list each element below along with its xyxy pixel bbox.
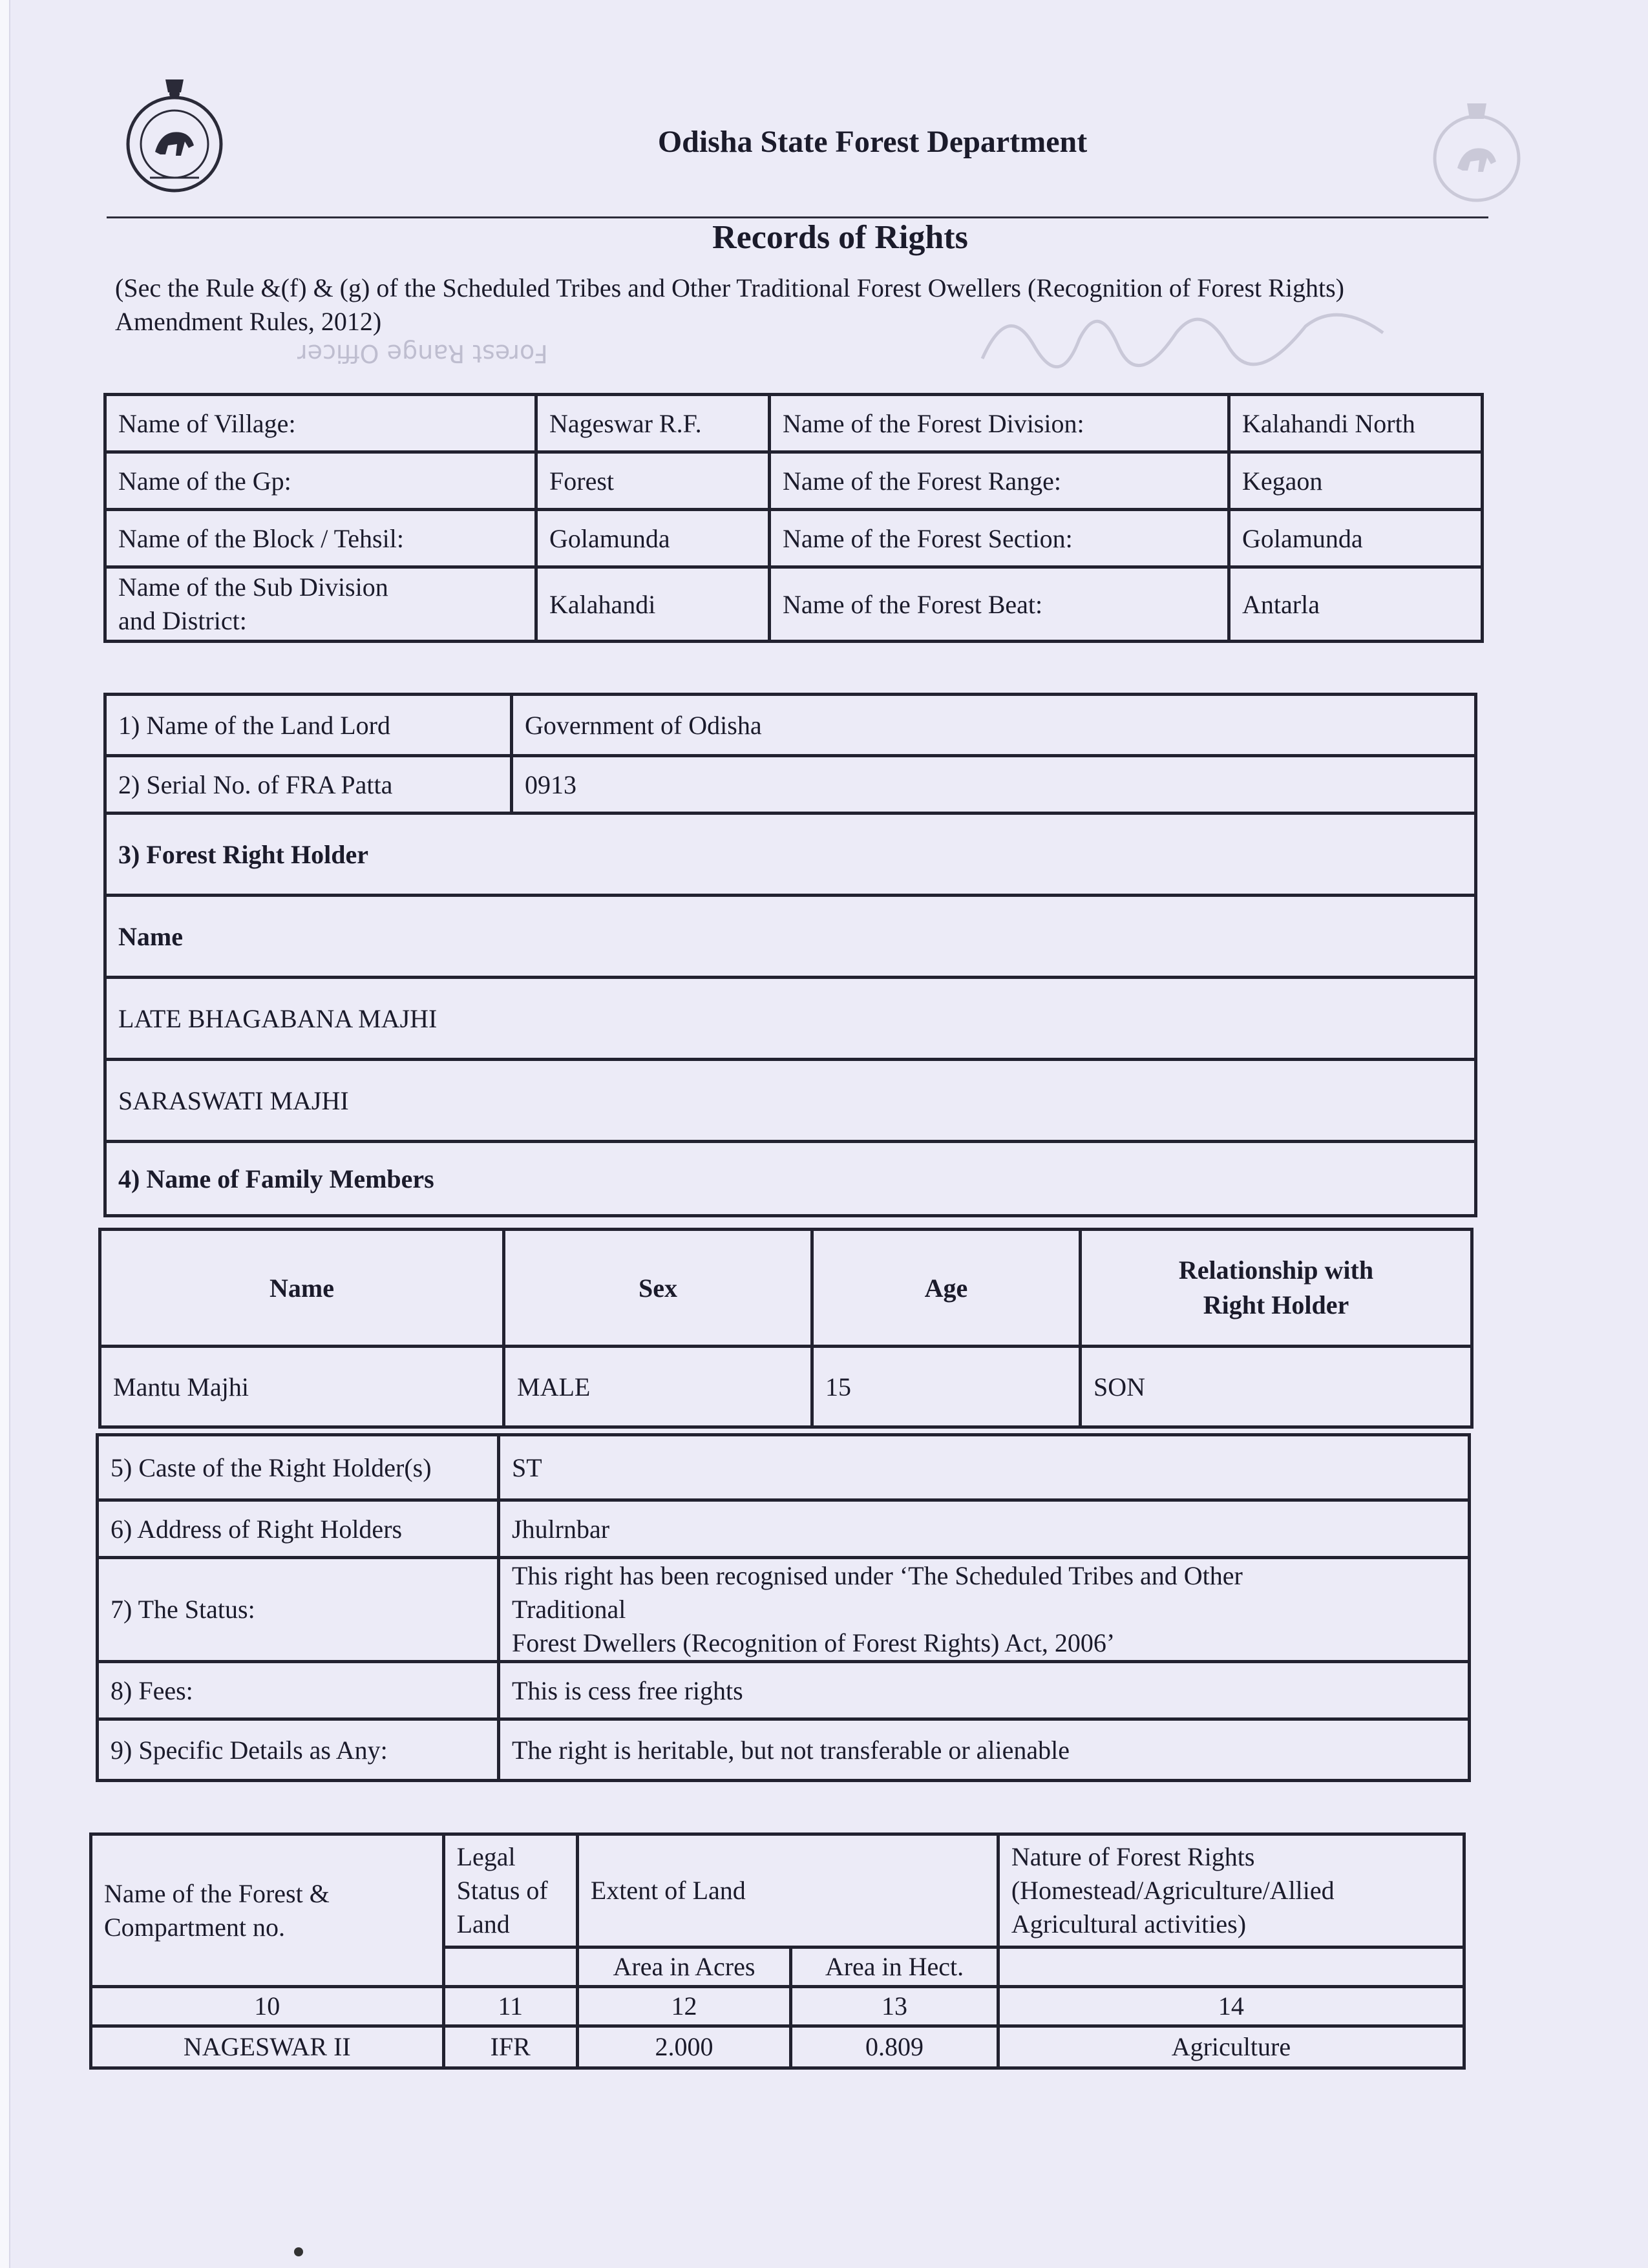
table-row	[105, 695, 1476, 756]
specific-label: 9) Specific Details as Any:	[98, 1719, 499, 1781]
extent-header: Extent of Land	[577, 1834, 998, 1948]
beat-label: Name of the Forest Beat:	[770, 567, 1229, 642]
column-number: 14	[998, 1987, 1464, 2026]
page-edge	[0, 0, 10, 2268]
village-label: Name of Village:	[105, 395, 536, 452]
subdivision-label-line2: and District:	[118, 606, 247, 635]
legal-status-value: IFR	[443, 2026, 577, 2068]
table-row	[105, 1060, 1476, 1142]
division-label: Name of the Forest Division:	[770, 395, 1229, 452]
table-row	[98, 1558, 1470, 1662]
section-label: Name of the Forest Section:	[770, 510, 1229, 567]
column-number: 12	[577, 1987, 790, 2026]
block-value: Golamunda	[536, 510, 770, 567]
column-number: 13	[791, 1987, 998, 2026]
table-row	[98, 1662, 1470, 1719]
table-row	[100, 1347, 1472, 1427]
table-row	[98, 1719, 1470, 1781]
member-name: Mantu Majhi	[100, 1347, 504, 1427]
serial-value: 0913	[512, 756, 1476, 814]
table-row	[98, 1500, 1470, 1558]
caste-label: 5) Caste of the Right Holder(s)	[98, 1435, 499, 1500]
land-table	[89, 1832, 1466, 2070]
table-row	[100, 1230, 1472, 1347]
legal-header-line1: Legal	[456, 1842, 516, 1871]
family-table	[98, 1228, 1474, 1429]
table-row	[105, 756, 1476, 814]
department-title: Odisha State Forest Department	[657, 125, 1088, 159]
member-relation: SON	[1081, 1347, 1472, 1427]
serial-label: 2) Serial No. of FRA Patta	[105, 756, 512, 814]
landlord-value: Government of Odisha	[512, 695, 1476, 756]
legal-sub-empty	[443, 1948, 577, 1987]
rights-table	[103, 693, 1477, 1217]
beat-value: Antarla	[1229, 567, 1483, 642]
landlord-label: 1) Name of the Land Lord	[105, 695, 512, 756]
table-row	[105, 452, 1483, 510]
column-number: 11	[443, 1987, 577, 2026]
nature-header-line1: Nature of Forest Rights	[1011, 1842, 1255, 1871]
fees-label: 8) Fees:	[98, 1662, 499, 1719]
details-table	[96, 1433, 1471, 1782]
nature-header	[998, 1834, 1464, 1948]
stamp-show-through: Forest Range Officer	[297, 339, 548, 368]
table-row	[105, 567, 1483, 642]
gp-value: Forest	[536, 452, 770, 510]
family-header-age: Age	[812, 1230, 1081, 1347]
table-row	[105, 395, 1483, 452]
range-label: Name of the Forest Range:	[770, 452, 1229, 510]
family-header-relation	[1081, 1230, 1472, 1347]
table-row	[91, 1834, 1464, 1948]
location-table	[103, 393, 1484, 643]
status-line2: Traditional	[512, 1595, 626, 1624]
table-row	[105, 814, 1476, 896]
legal-header-line3: Land	[456, 1909, 510, 1938]
subdivision-value: Kalahandi	[536, 567, 770, 642]
nature-value: Agriculture	[998, 2026, 1464, 2068]
address-label: 6) Address of Right Holders	[98, 1500, 499, 1558]
status-line3: Forest Dwellers (Recognition of Forest Rights) Act, 2006’	[512, 1628, 1115, 1657]
document-title: Records of Rights	[712, 219, 968, 256]
document-subtitle: (Sec the Rule &(f) & (g) of the Scheduled Tribes and Other Traditional Forest Owellers (Recognition of Forest Rights) Amendment Rules, 2012)	[115, 273, 1344, 336]
status-line1: This right has been recognised under ‘The Scheduled Tribes and Other	[512, 1561, 1243, 1590]
gp-label: Name of the Gp:	[105, 452, 536, 510]
relation-header-line1: Relationship with	[1178, 1255, 1374, 1285]
section-value: Golamunda	[1229, 510, 1483, 567]
family-header-name: Name	[100, 1230, 504, 1347]
family-header-sex: Sex	[504, 1230, 812, 1347]
legal-status-header	[443, 1834, 577, 1948]
forest-compartment-header	[91, 1834, 444, 1987]
table-row	[105, 978, 1476, 1060]
holder-name: SARASWATI MAJHI	[105, 1060, 1476, 1142]
block-label: Name of the Block / Tehsil:	[105, 510, 536, 567]
member-age: 15	[812, 1347, 1081, 1427]
caste-value: ST	[499, 1435, 1470, 1500]
village-value: Nageswar R.F.	[536, 395, 770, 452]
area-hect-value: 0.809	[791, 2026, 998, 2068]
family-heading: 4) Name of Family Members	[105, 1142, 1476, 1216]
status-label: 7) The Status:	[98, 1558, 499, 1662]
table-row	[105, 896, 1476, 978]
table-row	[91, 2026, 1464, 2068]
holder-name: LATE BHAGABANA MAJHI	[105, 978, 1476, 1060]
address-value: Jhulrnbar	[499, 1500, 1470, 1558]
table-row	[91, 1987, 1464, 2026]
range-value: Kegaon	[1229, 452, 1483, 510]
division-value: Kalahandi North	[1229, 395, 1483, 452]
member-sex: MALE	[504, 1347, 812, 1427]
table-row	[105, 510, 1483, 567]
nature-header-line2: (Homestead/Agriculture/Allied	[1011, 1876, 1335, 1905]
specific-value: The right is heritable, but not transferable or alienable	[499, 1719, 1470, 1781]
subdivision-label	[105, 567, 536, 642]
area-acres-value: 2.000	[577, 2026, 790, 2068]
forest-name-value: NAGESWAR II	[91, 2026, 444, 2068]
signature-show-through	[969, 288, 1422, 391]
nature-header-line3: Agricultural activities)	[1011, 1909, 1247, 1938]
column-number: 10	[91, 1987, 444, 2026]
nature-sub-empty	[998, 1948, 1464, 1987]
subdivision-label-line1: Name of the Sub Division	[118, 572, 388, 602]
forest-header-line1: Name of the Forest &	[104, 1878, 330, 1908]
area-acres-header: Area in Acres	[577, 1948, 790, 1987]
fees-value: This is cess free rights	[499, 1662, 1470, 1719]
forest-header-line2: Compartment no.	[104, 1912, 285, 1942]
table-row	[105, 1142, 1476, 1216]
relation-header-line2: Right Holder	[1203, 1290, 1349, 1319]
punch-mark	[294, 2247, 303, 2256]
table-row	[98, 1435, 1470, 1500]
name-heading: Name	[105, 896, 1476, 978]
area-hect-header: Area in Hect.	[791, 1948, 998, 1987]
status-value	[499, 1558, 1470, 1662]
holder-heading: 3) Forest Right Holder	[105, 814, 1476, 896]
legal-header-line2: Status of	[456, 1876, 548, 1905]
